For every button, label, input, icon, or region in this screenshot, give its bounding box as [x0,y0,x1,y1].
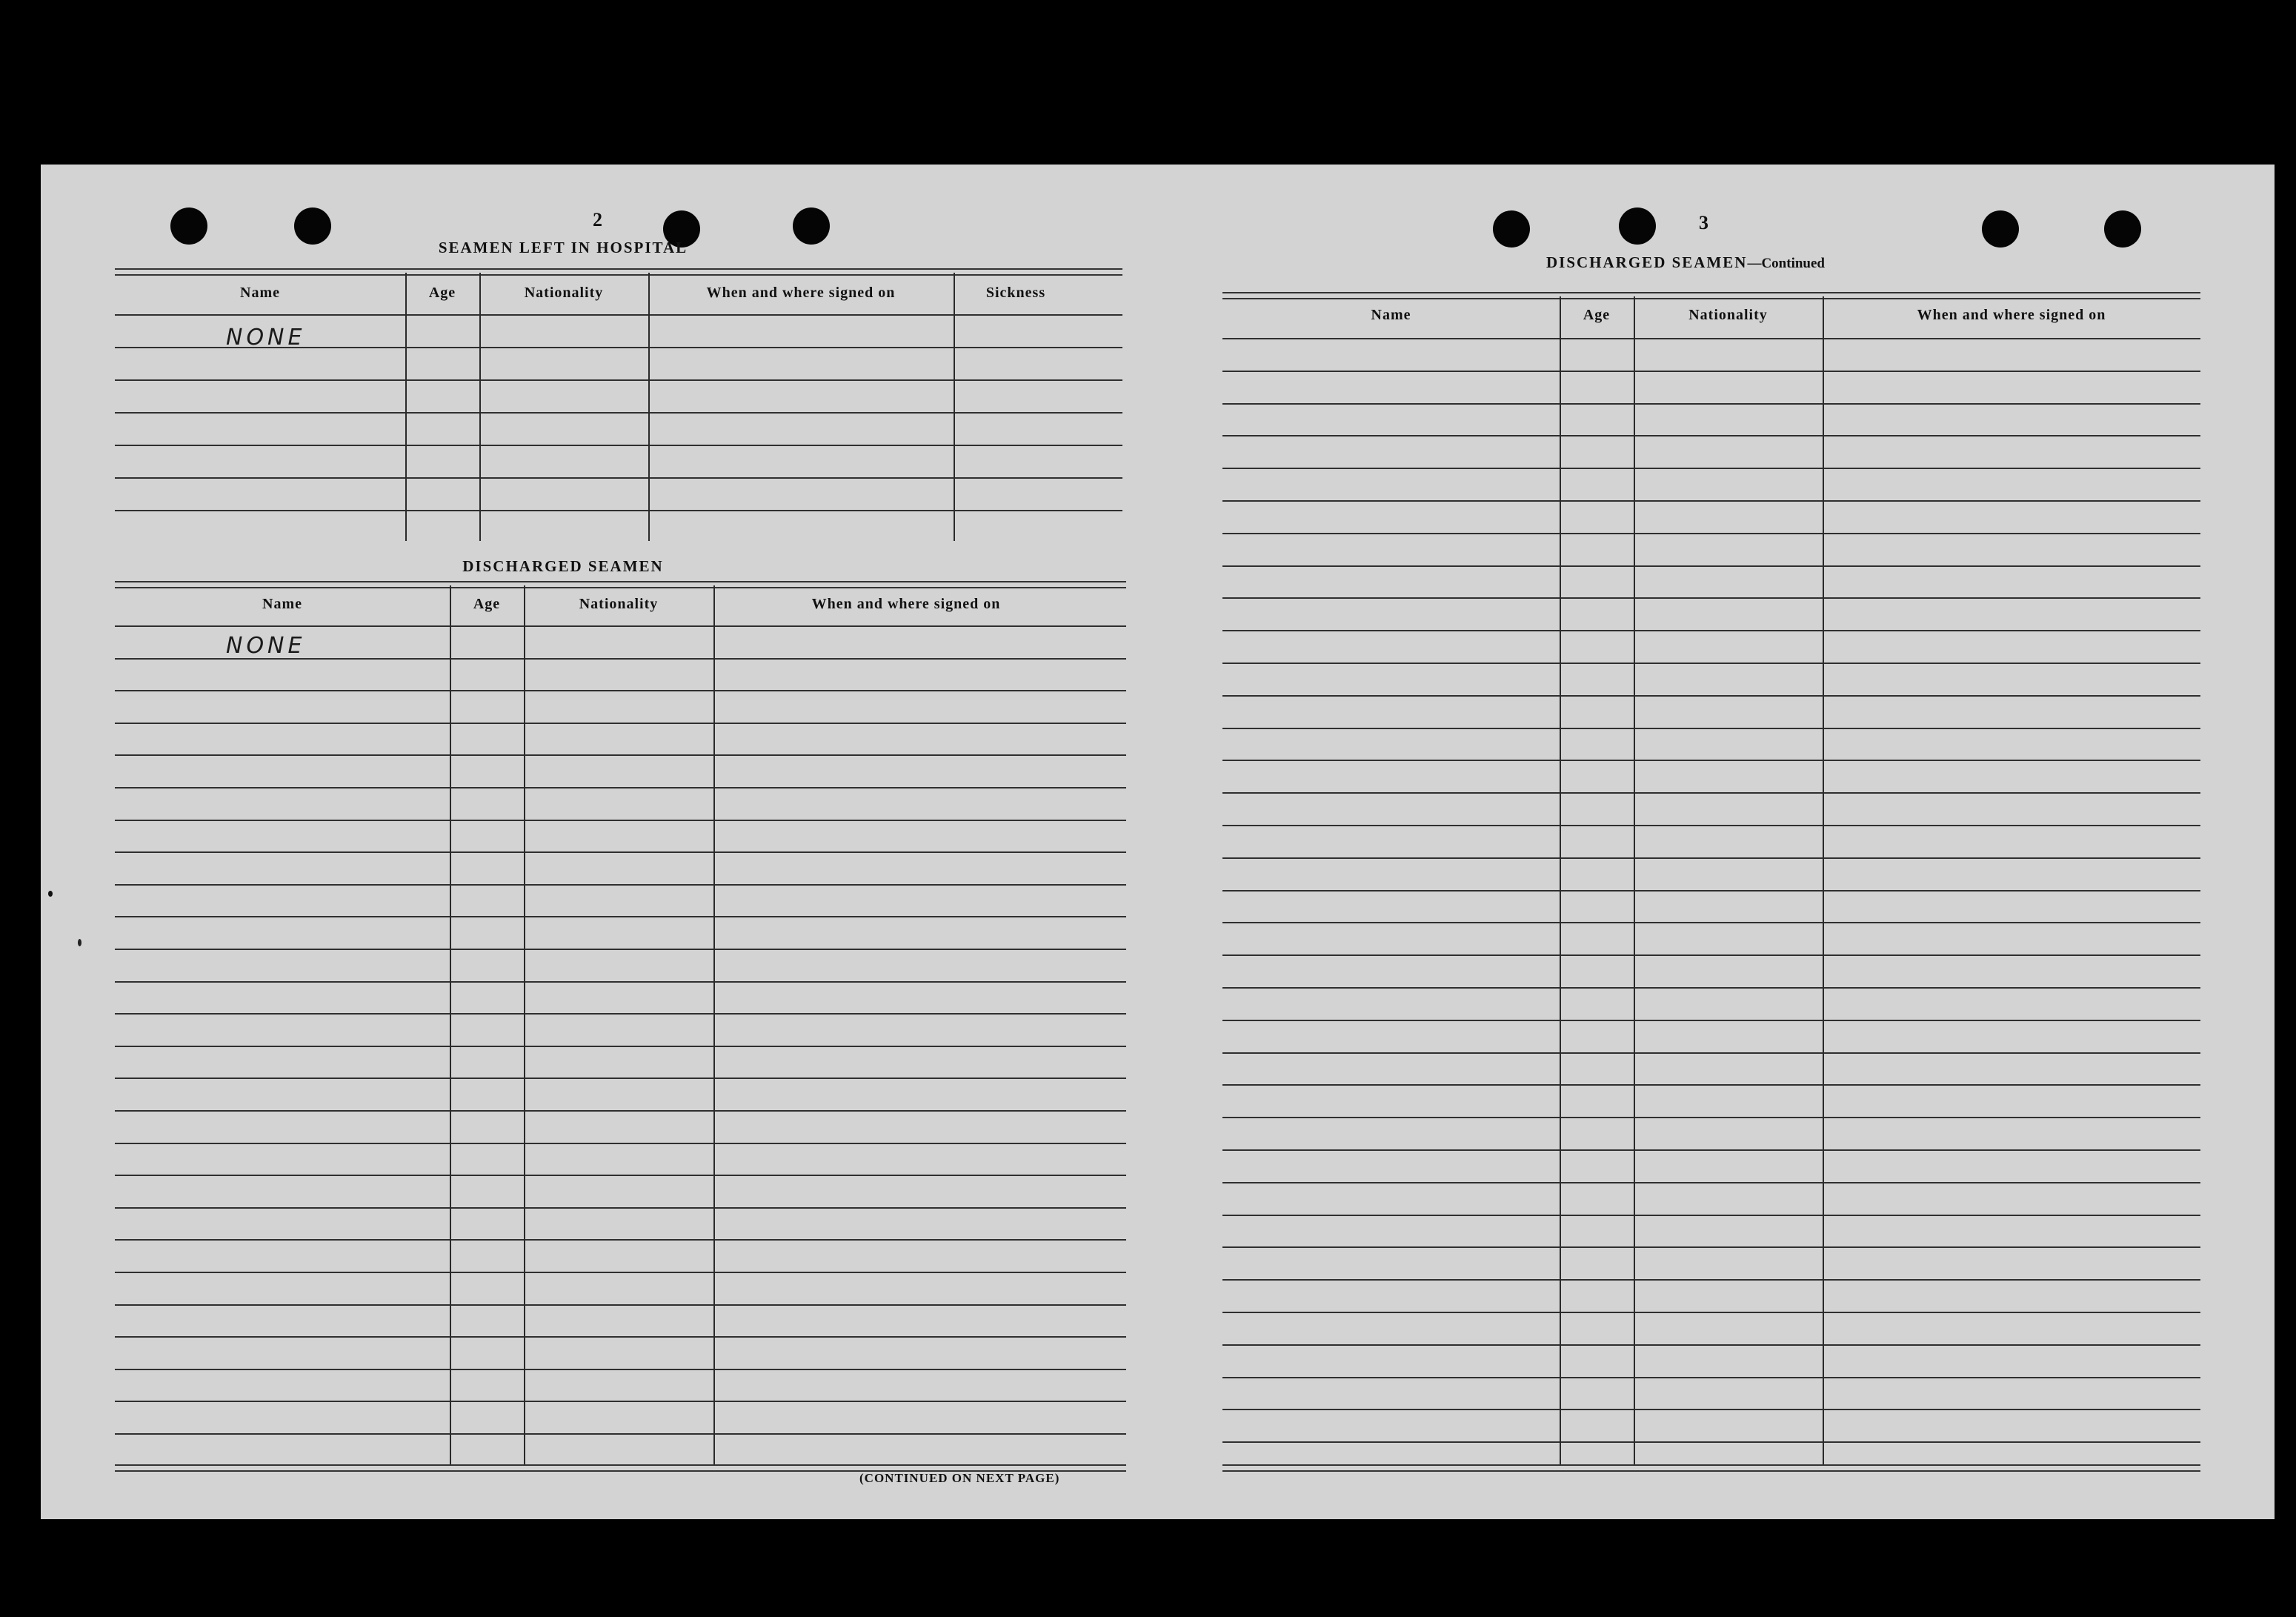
discharged-title-left: DISCHARGED SEAMEN [462,557,664,575]
row-rule [1222,403,2200,405]
row-rule [115,1239,1126,1241]
row-rule [115,412,1122,414]
row-rule [1222,1020,2200,1021]
punch-hole [170,207,207,245]
row-rule [115,1175,1126,1176]
row-rule [115,981,1126,983]
column-header-nationality: Nationality [1688,307,1768,323]
column-header-signed-on: When and where signed on [1917,307,2106,323]
row-rule [1222,728,2200,729]
row-rule [1222,1377,2200,1378]
column-header-age: Age [428,285,456,301]
row-rule [1222,663,2200,664]
handwritten-entry: NONE [226,633,306,659]
row-rule [1222,695,2200,697]
row-rule [115,1110,1126,1112]
column-header-sickness: Sickness [985,285,1046,301]
row-rule [1222,1409,2200,1410]
row-rule [115,1207,1126,1209]
row-rule [115,884,1126,886]
row-rule [115,787,1126,788]
row-rule [115,1272,1126,1273]
row-rule [115,1401,1126,1402]
row-rule [115,754,1126,756]
row-rule [115,851,1126,853]
punch-hole [1982,210,2019,248]
row-rule [1222,857,2200,859]
speck [48,891,53,897]
row-rule [1222,1312,2200,1313]
column-header-age: Age [473,596,501,612]
row-rule [1222,468,2200,469]
row-rule [1222,760,2200,761]
row-rule [1222,533,2200,534]
row-rule [115,820,1126,821]
hospital-table [115,268,1122,550]
page-number-right: 3 [1699,212,1708,233]
row-rule [1222,1279,2200,1281]
discharged-table-left [115,581,1126,1481]
row-rule [1222,890,2200,891]
row-rule [115,625,1126,627]
column-header-nationality: Nationality [579,596,659,612]
continued-footer: (CONTINUED ON NEXT PAGE) [859,1471,1060,1485]
row-rule [1222,954,2200,956]
row-rule [115,949,1126,950]
row-rule [1222,1344,2200,1346]
row-rule [1222,338,2200,339]
column-header-name: Name [262,596,302,612]
row-rule [1222,825,2200,826]
row-rule [115,1046,1126,1047]
row-rule [1222,1246,2200,1248]
row-rule [115,510,1122,511]
column-header-name: Name [240,285,280,301]
row-rule [115,1013,1126,1015]
discharged-table-right [1222,292,2200,1478]
row-rule [1222,1182,2200,1183]
title-text: DISCHARGED SEAMEN [1546,253,1748,271]
row-rule [115,1078,1126,1079]
speck [78,939,81,946]
row-rule [1222,371,2200,372]
row-rule [1222,630,2200,631]
row-rule [115,477,1122,479]
row-rule [1222,597,2200,599]
row-rule [1222,1117,2200,1118]
row-rule [115,445,1122,446]
hospital-title: SEAMEN LEFT IN HOSPITAL [438,239,688,256]
row-rule [1222,1149,2200,1151]
column-header-name: Name [1371,307,1411,323]
punch-hole [793,207,830,245]
row-rule [1222,922,2200,923]
row-rule [1222,435,2200,436]
row-rule [115,1304,1126,1306]
row-rule [115,916,1126,917]
row-rule [1222,1441,2200,1443]
row-rule [115,1433,1126,1435]
row-rule [1222,1084,2200,1086]
row-rule [115,690,1126,691]
punch-hole [2104,210,2141,248]
row-rule [115,1369,1126,1370]
punch-hole [1493,210,1530,248]
discharged-title-right [1478,253,1893,272]
row-rule [115,1336,1126,1338]
row-rule [115,379,1122,381]
row-rule [1222,1215,2200,1216]
title-suffix: —Continued [1747,256,1825,271]
page-number-left: 2 [593,209,602,230]
row-rule [115,314,1122,316]
row-rule [1222,565,2200,567]
column-header-age: Age [1583,307,1611,323]
column-header-signed-on: When and where signed on [811,596,1001,612]
row-rule [1222,987,2200,989]
punch-hole [294,207,331,245]
column-header-nationality: Nationality [524,285,604,301]
document-sheet [41,165,2275,1519]
row-rule [1222,500,2200,502]
column-header-signed-on: When and where signed on [706,285,896,301]
handwritten-entry: NONE [226,325,306,351]
row-rule [115,1143,1126,1144]
row-rule [1222,1052,2200,1054]
row-rule [115,723,1126,724]
punch-hole [1619,207,1656,245]
row-rule [1222,792,2200,794]
